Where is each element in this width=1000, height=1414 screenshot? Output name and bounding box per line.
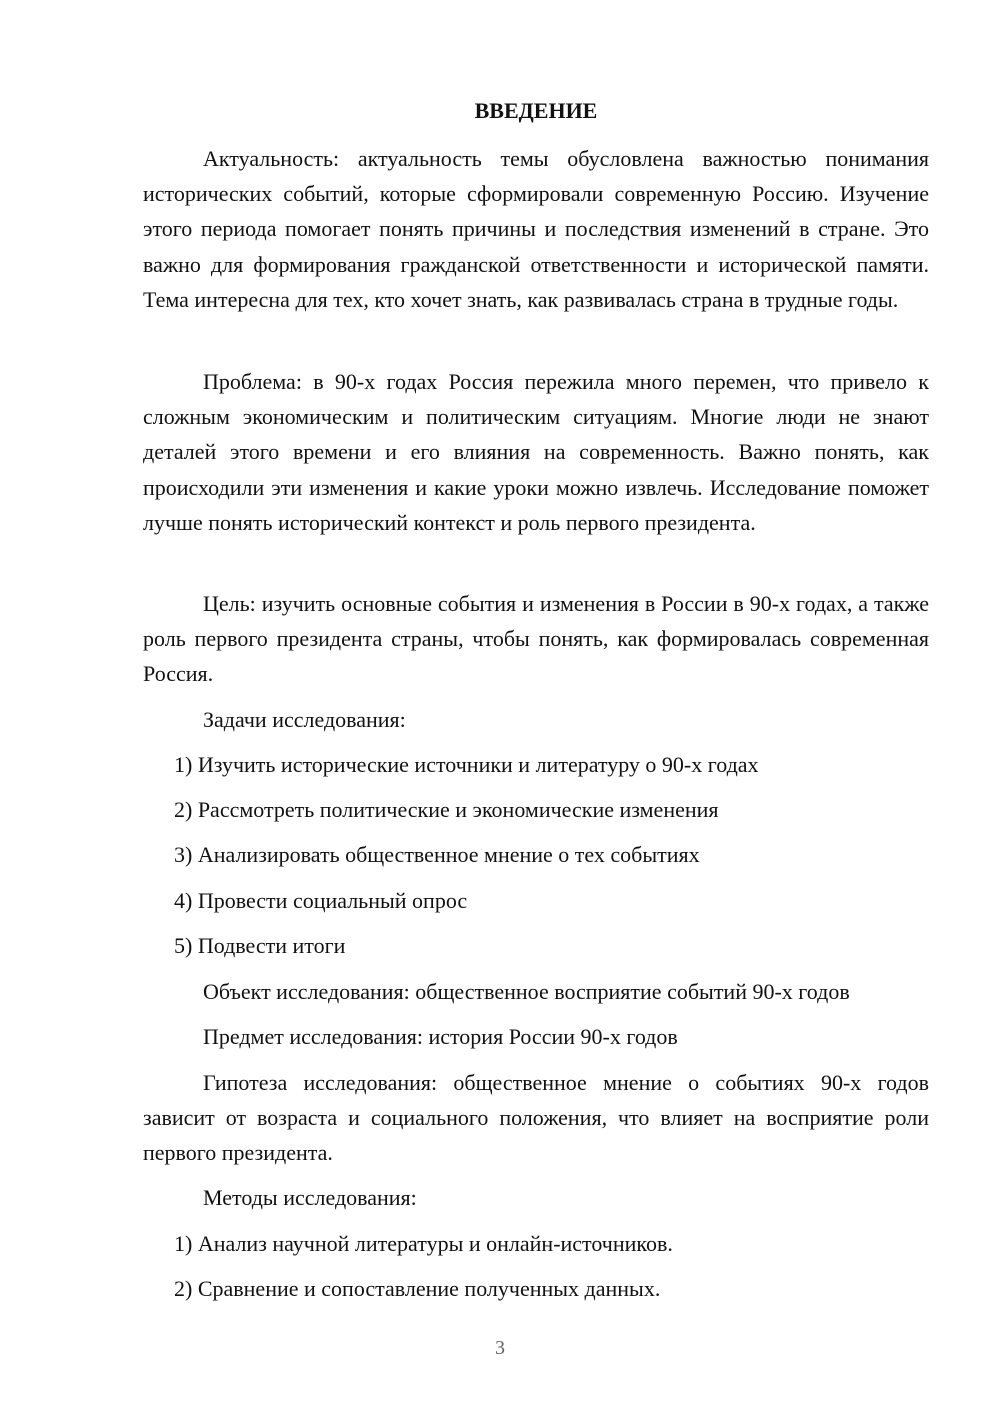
hypothesis-paragraph: Гипотеза исследования: общественное мнение о событиях 90-х годов зависит от возраста и социального положения, что влияет на восприятие роли первого президента. [143, 1070, 929, 1166]
method-item: 2) Сравнение и сопоставление полученных данных. [174, 1276, 661, 1301]
tasks-heading: Задачи исследования: [203, 707, 406, 732]
research-subject: Предмет исследования: история России 90-х годов [203, 1024, 678, 1049]
task-item: 4) Провести социальный опрос [174, 888, 468, 913]
research-object: Объект исследования: общественное восприятие событий 90-х годов [203, 979, 850, 1004]
task-item: 3) Анализировать общественное мнение о тех событиях [174, 842, 700, 867]
goal-paragraph: Цель: изучить основные события и изменения в России в 90-х годах, а также роль первого президента страны, чтобы понять, как формировалась современная Россия. [143, 591, 929, 687]
task-item: 1) Изучить исторические источники и литературу о 90-х годах [174, 752, 759, 777]
method-item: 1) Анализ научной литературы и онлайн-источников. [174, 1231, 673, 1256]
problem-paragraph: Проблема: в 90-х годах Россия пережила много перемен, что привело к сложным экономическим и политическим ситуациям. Многие люди не знают деталей этого времени и его влияния на современность. Важно понять, как происходили эти изменения и какие уроки можно извлечь. Исследование поможет лучше понять исторический контекст и роль первого президента. [143, 369, 929, 535]
page-number: 3 [495, 1337, 505, 1359]
methods-heading: Методы исследования: [203, 1185, 417, 1210]
task-item: 2) Рассмотреть политические и экономические изменения [174, 797, 719, 822]
relevance-paragraph: Актуальность: актуальность темы обусловлена важностью понимания исторических событий, которые сформировали современную Россию. Изучение этого периода помогает понять причины и последствия изменений в стране. Это важно для формирования гражданской ответственности и исторической памяти. Тема интересна для тех, кто хочет знать, как развивалась страна в трудные годы. [143, 146, 929, 312]
task-item: 5) Подвести итоги [174, 933, 346, 958]
page-title: ВВЕДЕНИЕ [474, 98, 598, 123]
